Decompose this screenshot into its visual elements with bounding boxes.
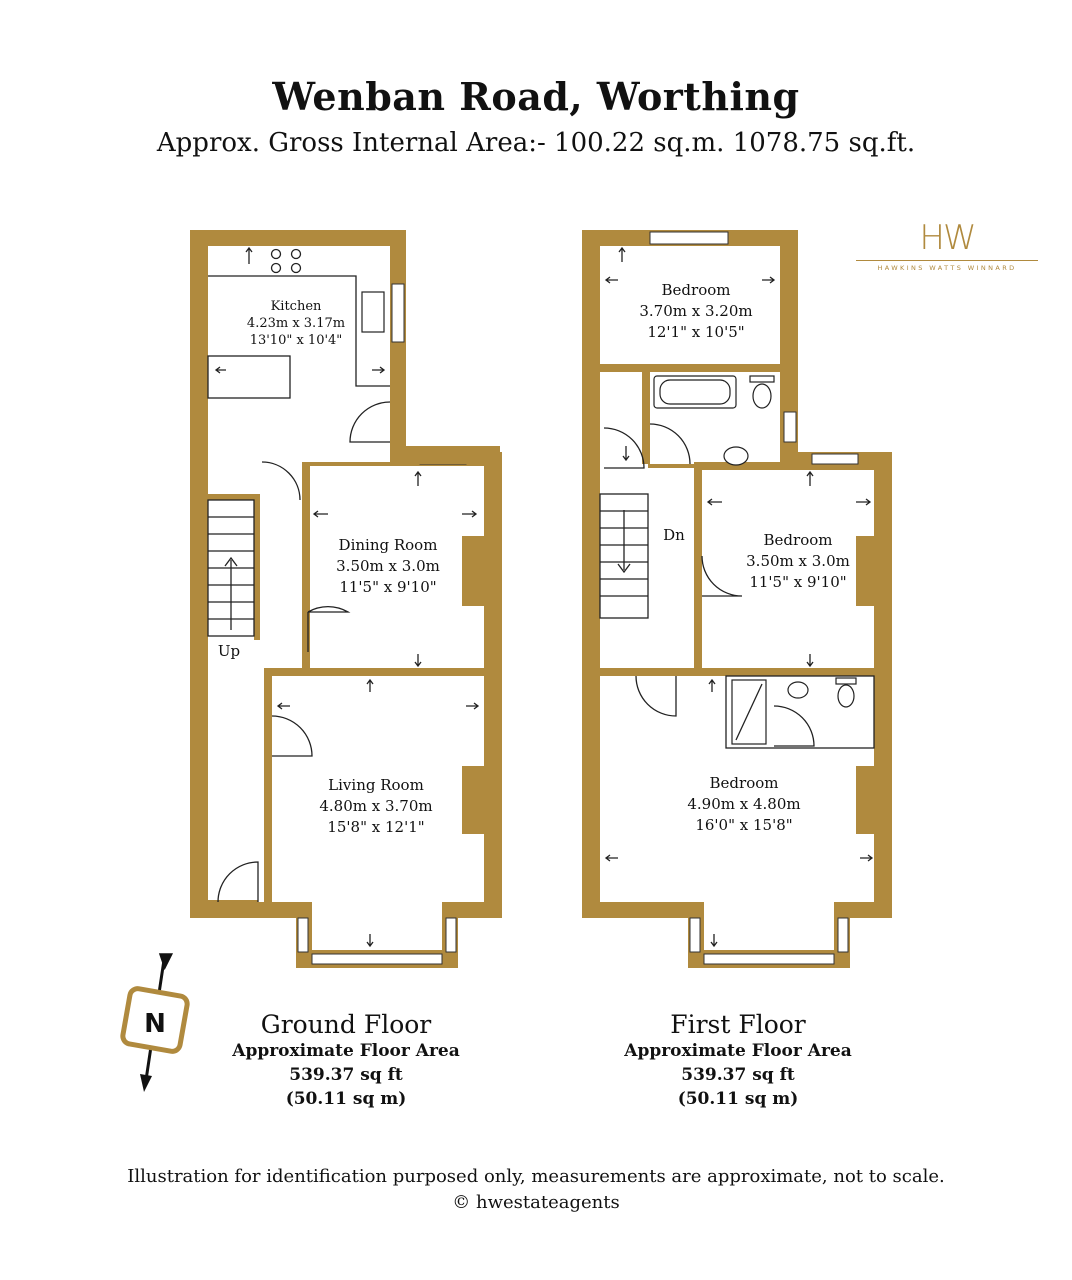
stair-wall-top (208, 494, 260, 500)
bedroom-3-metric: 4.90m x 4.80m (687, 795, 801, 813)
ensuite-toilet (838, 685, 854, 707)
first-floor-summary (568, 1010, 908, 1111)
hallway-floor (208, 462, 258, 900)
ground-floor-area-sqft: 539.37 sq ft (289, 1065, 403, 1085)
living-room-metric: 4.80m x 3.70m (319, 797, 433, 815)
bedroom-2-chimney (856, 536, 874, 606)
ground-bay-window (312, 954, 442, 964)
bedroom-2-west-wall (694, 462, 702, 670)
bedroom-1-window (650, 232, 728, 244)
first-floor-area-label: Approximate Floor Area (624, 1041, 852, 1061)
first-floor-area-sqft: 539.37 sq ft (681, 1065, 795, 1085)
first-bay-side-right (838, 918, 848, 952)
page-title: Wenban Road, Worthing (272, 74, 800, 119)
bedroom-2-north-wall (694, 462, 890, 470)
bedroom-3-imperial: 16'0" x 15'8" (695, 816, 793, 834)
kitchen-sink (362, 292, 384, 332)
dining-room-metric: 3.50m x 3.0m (336, 557, 440, 575)
ensuite-cistern (836, 678, 856, 684)
ground-floor-area-label: Approximate Floor Area (232, 1041, 460, 1061)
copyright-text: © hwestateagents (452, 1192, 620, 1213)
kitchen-window (392, 284, 404, 342)
kitchen-label: Kitchen (270, 299, 322, 314)
compass-label: N (144, 1009, 166, 1039)
gross-area-subtitle: Approx. Gross Internal Area:- 100.22 sq.m. 1078.75 sq.ft. (156, 128, 916, 158)
dining-north-wall (390, 446, 500, 464)
disclaimer-text: Illustration for identification purposed only, measurements are approximate, not to scale. (127, 1166, 945, 1187)
ground-floor-name: Ground Floor (260, 1010, 432, 1039)
logo-text: HAWKINS WATTS WINNARD (877, 264, 1017, 272)
ground-floor-plan (190, 230, 502, 968)
bay-side-window-left (298, 918, 308, 952)
first-bay-floor (704, 902, 834, 950)
bedroom-2-label: Bedroom (763, 531, 833, 549)
first-floor-area-sqm: (50.11 sq m) (677, 1089, 799, 1109)
dining-room-imperial: 11'5" x 9'10" (339, 578, 437, 596)
first-floor-name: First Floor (670, 1010, 806, 1039)
kitchen-metric: 4.23m x 3.17m (246, 316, 346, 331)
ground-bay-floor (312, 902, 442, 950)
bedroom-3-chimney (856, 766, 874, 834)
bedroom-1-imperial: 12'1" x 10'5" (647, 323, 745, 341)
bathroom-basin (724, 447, 748, 465)
dining-room-label: Dining Room (338, 536, 438, 554)
cistern (750, 376, 774, 382)
bedroom-2-window (812, 454, 858, 464)
dining-west-wall (302, 462, 310, 668)
bedroom-3-north-wall (600, 668, 874, 676)
first-floor-plan (582, 230, 892, 968)
living-room-label: Living Room (328, 776, 424, 794)
bedroom-1-label: Bedroom (661, 281, 731, 299)
first-bay-side-left (690, 918, 700, 952)
dining-living-wall (264, 668, 484, 676)
disclaimer (0, 1164, 1072, 1216)
bedroom-1-south-wall (600, 364, 782, 372)
bay-side-window-right (446, 918, 456, 952)
dining-chimney (462, 536, 484, 606)
bathroom-west-wall (642, 364, 650, 464)
bath-inner (660, 380, 730, 404)
bedroom-2-metric: 3.50m x 3.0m (746, 552, 850, 570)
toilet (753, 384, 771, 408)
living-chimney (462, 766, 484, 834)
bedroom-2-imperial: 11'5" x 9'10" (749, 573, 847, 591)
bedroom-1-metric: 3.70m x 3.20m (639, 302, 753, 320)
first-bay-window (704, 954, 834, 964)
ensuite-basin (788, 682, 808, 698)
living-room-imperial: 15'8" x 12'1" (327, 818, 425, 836)
ground-floor-summary (176, 1010, 516, 1111)
ground-floor-area-sqm: (50.11 sq m) (285, 1089, 407, 1109)
stair-wall (254, 494, 260, 640)
kitchen-floor (208, 246, 390, 462)
living-west-wall (264, 668, 272, 904)
bedroom-3-label: Bedroom (709, 774, 779, 792)
logo-mark: HW (919, 218, 975, 258)
stairs-up-label: Up (217, 642, 241, 660)
stairs-down-label: Dn (663, 526, 685, 544)
kitchen-imperial: 13'10" x 10'4" (249, 333, 343, 348)
bathroom-window (784, 412, 796, 442)
